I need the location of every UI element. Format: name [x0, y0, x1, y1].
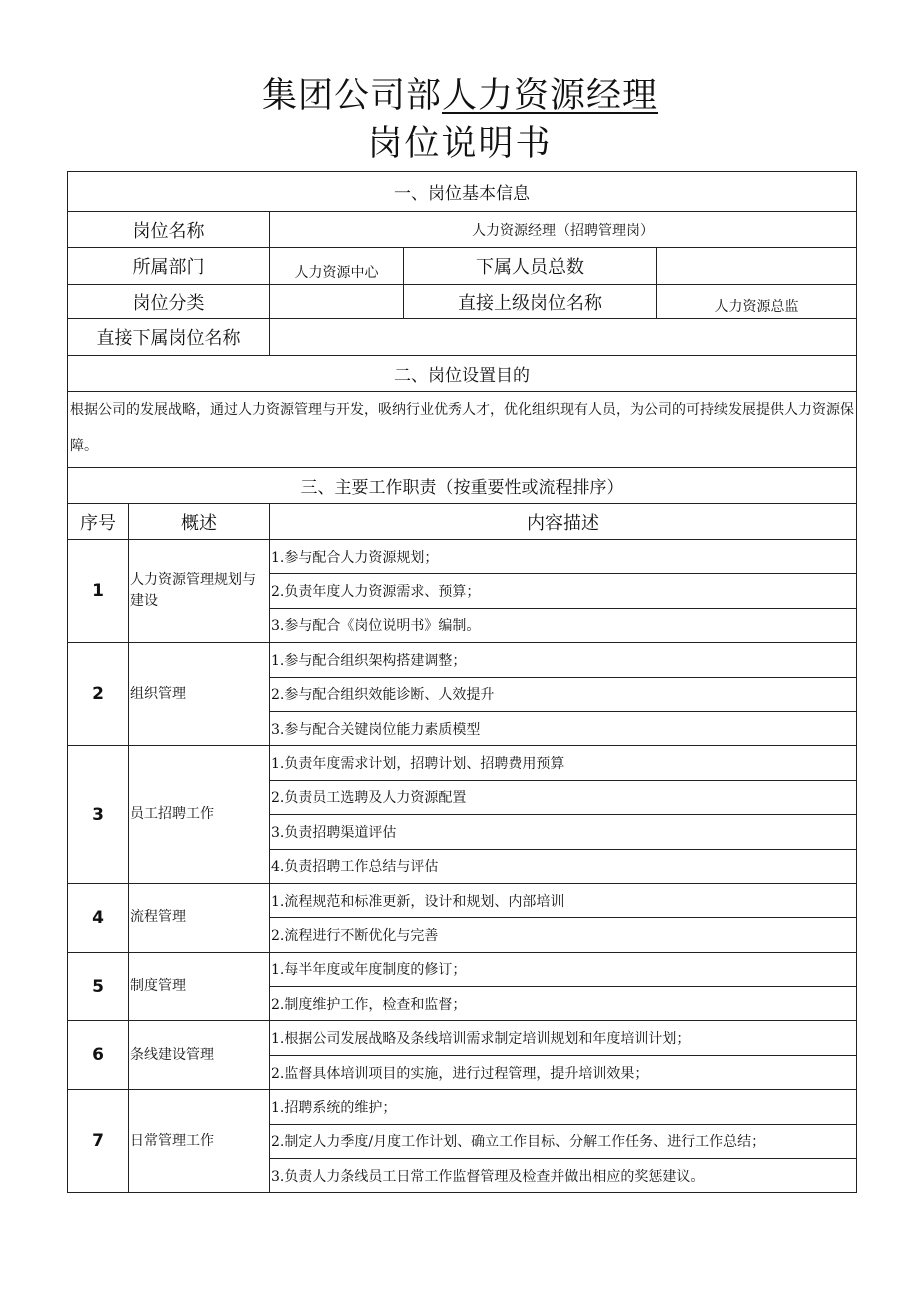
title-prefix: 集团公司部 [261, 76, 442, 116]
section2-heading: 二、岗位设置目的 [68, 356, 857, 392]
duty-overview: 制度管理 [129, 952, 270, 1021]
duty-item: 1.参与配合组织架构搭建调整； [270, 643, 857, 677]
department-label: 所属部门 [68, 248, 270, 285]
duty-overview: 组织管理 [129, 643, 270, 746]
duty-item: 1.参与配合人力资源规划； [270, 540, 857, 574]
department-value: 人力资源中心 [270, 248, 404, 285]
duty-overview: 日常管理工作 [129, 1090, 270, 1193]
duty-item: 1.每半年度或年度制度的修订； [270, 952, 857, 986]
position-name-value: 人力资源经理（招聘管理岗） [270, 212, 857, 248]
duty-item: 2.监督具体培训项目的实施，进行过程管理，提升培训效果； [270, 1055, 857, 1089]
duty-row [68, 952, 857, 986]
duty-row [68, 540, 857, 574]
duty-item: 1.流程规范和标准更新，设计和规划、内部培训 [270, 883, 857, 917]
duty-item: 2.参与配合组织效能诊断、人效提升 [270, 677, 857, 711]
duty-item: 2.流程进行不断优化与完善 [270, 918, 857, 952]
duty-item: 1.招聘系统的维护； [270, 1090, 857, 1124]
duty-overview: 条线建设管理 [129, 1021, 270, 1090]
column-header-number: 序号 [68, 504, 129, 540]
document-title-line1 [0, 74, 920, 118]
section1-heading: 一、岗位基本信息 [68, 172, 857, 212]
duty-item: 3.参与配合关键岗位能力素质模型 [270, 711, 857, 745]
duty-overview: 员工招聘工作 [129, 746, 270, 884]
category-label: 岗位分类 [68, 285, 270, 319]
duty-number: 6 [68, 1021, 129, 1090]
duty-number: 3 [68, 746, 129, 884]
duty-number: 7 [68, 1090, 129, 1193]
duty-item: 3.负责人力条线员工日常工作监督管理及检查并做出相应的奖惩建议。 [270, 1159, 857, 1193]
superior-label: 直接上级岗位名称 [404, 285, 657, 319]
duty-row [68, 746, 857, 780]
document-title-line2: 岗位说明书 [367, 124, 553, 164]
duty-row [68, 1021, 857, 1055]
column-header-description: 内容描述 [270, 504, 857, 540]
job-description-table [67, 171, 857, 1193]
duty-item: 2.负责年度人力资源需求、预算； [270, 574, 857, 608]
duty-item: 4.负责招聘工作总结与评估 [270, 849, 857, 883]
duty-item: 3.负责招聘渠道评估 [270, 815, 857, 849]
duty-item: 1.根据公司发展战略及条线培训需求制定培训规划和年度培训计划； [270, 1021, 857, 1055]
duty-number: 1 [68, 540, 129, 643]
title-position: 人力资源经理 [442, 76, 659, 116]
duty-row [68, 643, 857, 677]
direct-subordinate-label: 直接下属岗位名称 [68, 319, 270, 356]
duty-row [68, 1090, 857, 1124]
duty-item: 1.负责年度需求计划，招聘计划、招聘费用预算 [270, 746, 857, 780]
duty-item: 3.参与配合《岗位说明书》编制。 [270, 608, 857, 642]
position-name-label: 岗位名称 [68, 212, 270, 248]
duty-item: 2.制定人力季度/月度工作计划、确立工作目标、分解工作任务、进行工作总结； [270, 1124, 857, 1158]
duty-number: 2 [68, 643, 129, 746]
duty-number: 4 [68, 883, 129, 952]
subordinate-count-label: 下属人员总数 [404, 248, 657, 285]
column-header-overview: 概述 [129, 504, 270, 540]
category-value [270, 285, 404, 319]
duty-row [68, 883, 857, 917]
duty-item: 2.制度维护工作，检查和监督； [270, 987, 857, 1021]
duty-item: 2.负责员工选聘及人力资源配置 [270, 780, 857, 814]
superior-value: 人力资源总监 [657, 285, 857, 319]
section3-heading: 三、主要工作职责（按重要性或流程排序） [68, 468, 857, 504]
subordinate-count-value [657, 248, 857, 285]
direct-subordinate-value [270, 319, 857, 356]
duty-overview: 人力资源管理规划与建设 [129, 540, 270, 643]
purpose-text: 根据公司的发展战略，通过人力资源管理与开发，吸纳行业优秀人才，优化组织现有人员，为公司的可持续发展提供人力资源保障。 [68, 392, 857, 468]
duty-overview: 流程管理 [129, 883, 270, 952]
duty-number: 5 [68, 952, 129, 1021]
